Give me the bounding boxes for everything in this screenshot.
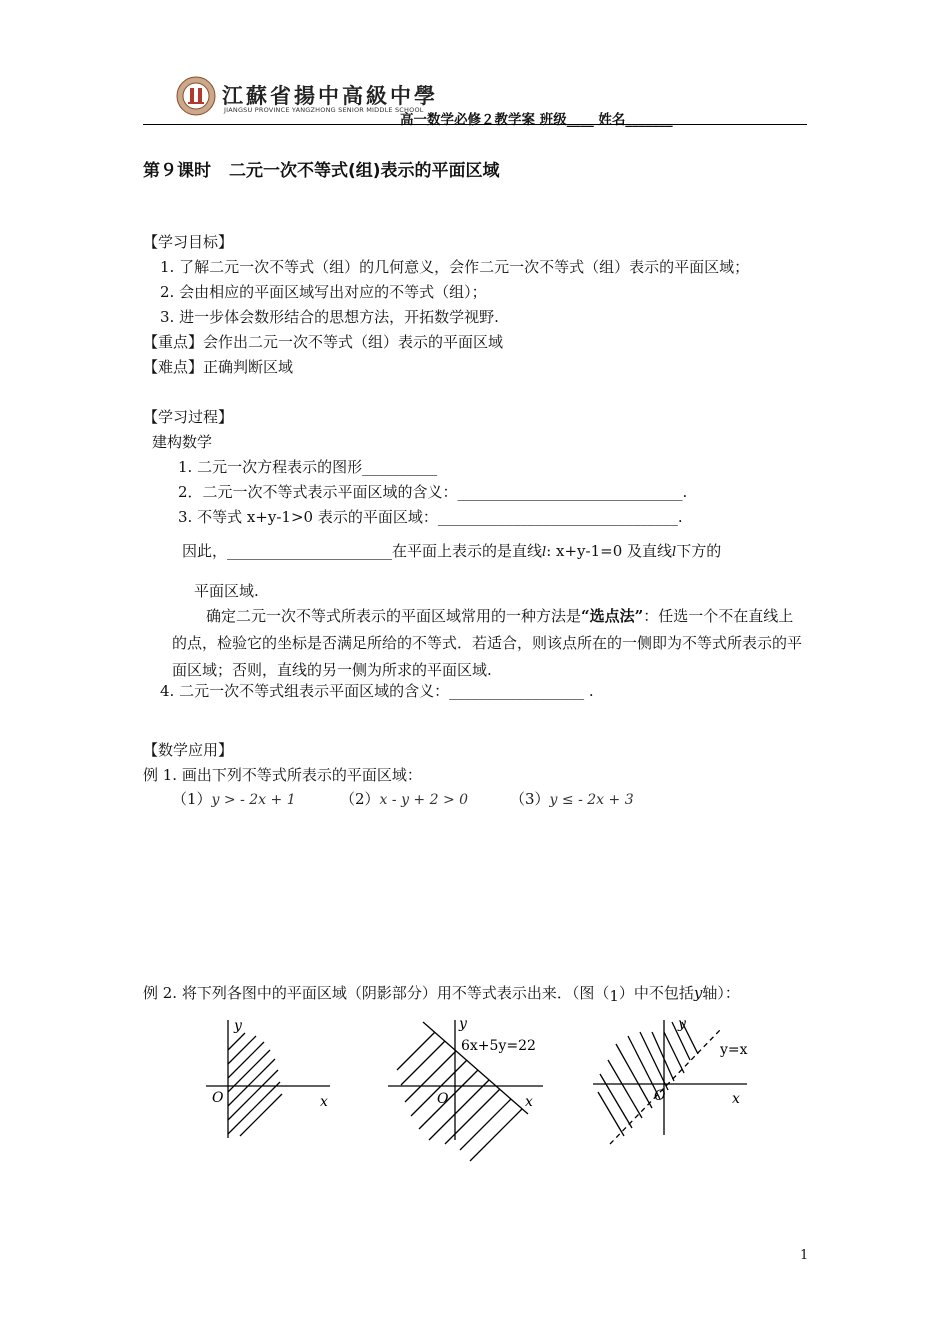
example-1-item-3: （3）y ≤ - 2x + 3 [510,790,634,808]
goals-heading: 【学习目标】 [143,233,234,251]
lesson-number: 第９课时 [143,161,211,181]
goal-item-3: 3. 进一步体会数形结合的思想方法，开拓数学视野. [160,308,499,326]
fig1-hatch [228,1082,280,1134]
application-heading: 【数学应用】 [143,741,234,759]
page-number: 1 [800,1248,809,1263]
figure-3 [590,1010,760,1150]
example-2: 例 2. 将下列各图中的平面区域（阴影部分）用不等式表示出来．（图（1）中不包括y轴）： [143,984,740,1005]
header-rule [143,124,807,125]
process-heading: 【学习过程】 [143,408,234,426]
fig3-origin-label: O [654,1088,666,1104]
question-2: 2．二元一次不等式表示平面区域的含义：______________________________. [178,483,688,501]
method-paragraph: 确定二元一次不等式所表示的平面区域常用的一种方法是“选点法”：任选一个不在直线上的点，检验它的坐标是否满足所给的不等式．若适合，则该点所在的一侧即为不等式所表示的平面区域；否则，直线的另一侧为所求的平面区域. [172,607,803,679]
school-logo [176,76,216,116]
fig3-hatch [608,1060,642,1118]
fig3-x-label: x [732,1091,740,1107]
therefore-line: 因此，______________________在平面上表示的是直线l: x+y-1=0 及直线l下方的 [182,542,722,560]
example-1: 例 1. 画出下列不等式所表示的平面区域： [143,766,422,784]
fig1-hatch [228,1070,278,1120]
fig1-hatch [228,1042,264,1078]
figure-2 [385,1010,555,1170]
fig2-hatch [460,1099,511,1150]
fig3-hatch [616,1044,652,1108]
fig2-y-label: y [459,1016,467,1032]
fig1-hatch [228,1059,275,1106]
goal-item-1: 1. 了解二元一次不等式（组）的几何意义，会作二元一次不等式（组）表示的平面区域； [160,258,750,276]
page-title [143,156,500,181]
fig2-origin-label: O [437,1091,449,1107]
figure-1 [200,1010,350,1150]
fig3-hatch [600,1074,632,1128]
fig2-hatch [470,1109,522,1161]
example-1-item-1: （1）y > - 2x + 1 [172,790,296,808]
header-class-info: 高一数学必修２教学案 班级____ 姓名_______ [400,112,673,128]
fig1-origin-label: O [212,1090,224,1106]
question-4: 4. 二元一次不等式组表示平面区域的含义：__________________ . [160,682,594,700]
goal-item-2: 2. 会由相应的平面区域写出对应的不等式（组）； [160,283,487,301]
fig1-x-label: x [320,1094,328,1110]
fig3-y-label: y [678,1016,686,1032]
school-name-en: JIANGSU PROVINCE YANGZHONG SENIOR MIDDLE SCHOOL [224,106,424,114]
fig3-boundary-dashed-line [610,1030,720,1144]
lesson-topic: 二元一次不等式(组)表示的平面区域 [229,161,500,181]
fig2-x-label: x [525,1094,533,1110]
school-name-cn: 江蘇省揚中高級中學 [222,83,438,108]
fig2-hatch [397,1032,435,1070]
fig1-hatch [228,1036,256,1064]
fig2-hatch [401,1041,445,1085]
fig3-equation-label: y=x [720,1042,748,1058]
difficulty: 【难点】正确判断区域 [143,358,294,376]
fig3-hatch [598,1092,624,1136]
process-sub: 建构数学 [152,433,213,451]
question-3: 3. 不等式 x+y-1>0 表示的平面区域：________________________________. [178,508,683,526]
example-1-item-2: （2）x - y + 2 > 0 [340,790,469,808]
key-point: 【重点】会作出二元一次不等式（组）表示的平面区域 [143,333,504,351]
fig2-equation-label: 6x+5y=22 [461,1038,536,1054]
region-text: 平面区域. [194,582,259,600]
question-1: 1. 二元一次方程表示的图形__________ [178,458,438,476]
fig1-y-label: y [234,1018,242,1034]
fig1-hatch [228,1033,245,1050]
fig3-hatch [652,1032,674,1081]
